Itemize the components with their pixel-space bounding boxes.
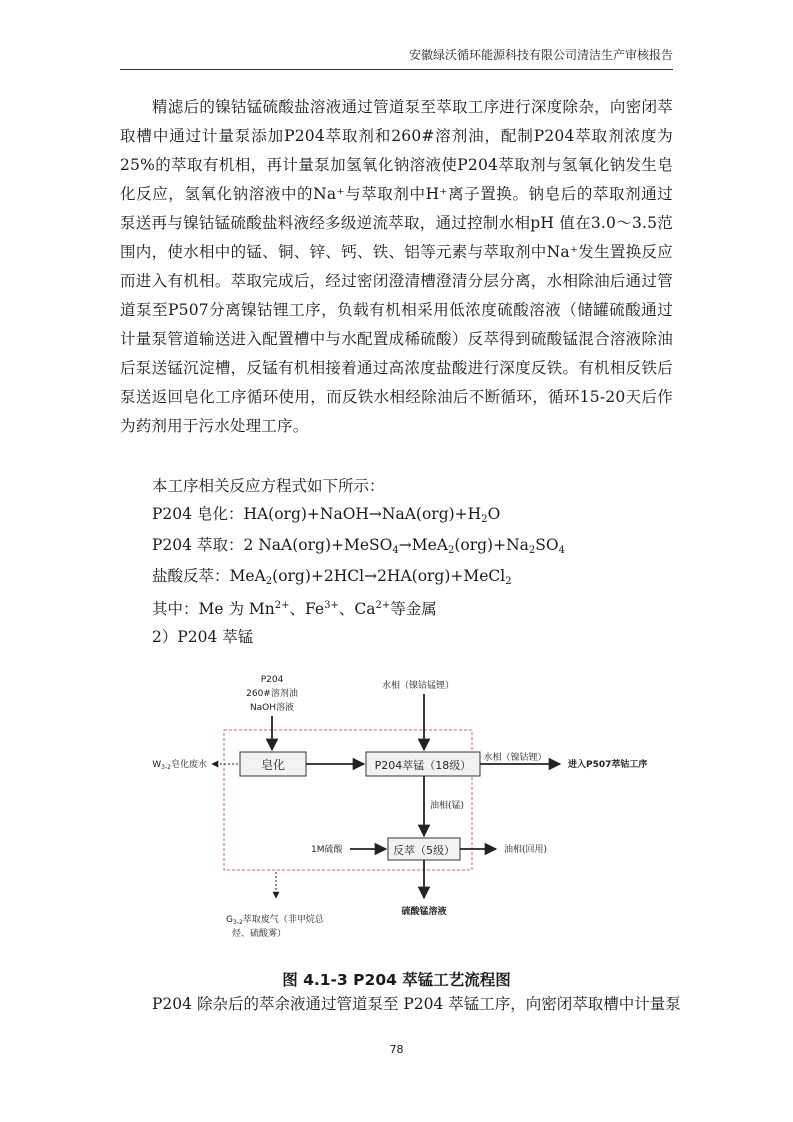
page-number: 78 [389, 1043, 404, 1056]
strip-label: 反萃（5级） [393, 844, 455, 857]
equation-extraction: P204 萃取：2 $NaA(org)+MeSO_4\to MeA_2(org)+Na_2SO_4$ [152, 536, 565, 556]
equation-label: P204 皂化： [152, 505, 244, 523]
figure-caption: 图 4.1-3 P204 萃锰工艺流程图 [282, 971, 511, 989]
water-out-label: 水相（镍钴锂） [483, 753, 547, 763]
input-label: 260#溶剂油 [246, 689, 298, 699]
subheading: 2）P204 萃锰 [152, 628, 254, 646]
waste-water-label: $W_{3-2}$皂化废水 [152, 760, 207, 771]
equation-label: 盐酸反萃： [152, 567, 230, 585]
oil-phase-label: 油相(锰) [430, 801, 465, 811]
body-paragraph-1: 精滤后的镍钴锰硫酸盐溶液通过管道泵至萃取工序进行深度除杂，向密闭萃取槽中通过计量泵添加P204萃取剂和260#溶剂油，配制P204萃取剂浓度为25%的萃取有机相，再计量泵加氢氧化钠溶液使P204萃取剂与氢氧化钠发生皂化反应，氢氧化钠溶液中的Na⁺与萃取剂中H⁺离子置换。钠皂后的萃取剂通过泵送再与镍钴锰硫酸盐料液经多级逆流萃取，通过控制水相pH 值在3.0～3.5范围内，使水相中的锰、铜、锌、钙、铁、铝等元素与萃取剂中Na⁺发生置换反应而进入有机相。萃取完成后，经过密闭澄清槽澄清分层分离，水相除油后通过管道泵至P507分离镍钴锂工序，负载有机相采用低浓度硫酸溶液（储罐硫酸通过计量泵管道输送进入配置槽中与水配置成稀硫酸）反萃得到硫酸锰混合溶液除油后泵送锰沉淀槽，反锰有机相接着通过高浓度盐酸进行深度反铁。有机相反铁后泵送返回皂化工序循环使用，而反铁水相经除油后不断循环，循环15-20天后作为药剂用于污水处理工序。 [120, 98, 673, 435]
page-header: 安徽绿沃循环能源科技有限公司清洁生产审核报告 [408, 48, 673, 62]
equation-saponification: P204 皂化：$HA(org)+NaOH\to NaA(org)+H_2O$ [152, 505, 501, 525]
equation-label: P204 萃取： [152, 536, 244, 554]
saponify-label: 皂化 [260, 758, 286, 772]
extract-label: P204萃锰（18级） [374, 759, 472, 772]
equation-stripping: 盐酸反萃：MeA$_2$(org)+2HCl→2HA(org)+MeCl$_2$ [152, 567, 512, 587]
oil-recycle-label: 油相(回用) [504, 845, 548, 855]
input-label: NaOH溶液 [249, 703, 295, 713]
water-in-label: 水相（镍钴锰锂） [381, 681, 455, 691]
product-label: 硫酸锰溶液 [401, 907, 447, 917]
body-paragraph-2: P204 除杂后的萃余液通过管道泵至 P204 萃锰工序，向密闭萃取槽中计量泵 [152, 995, 681, 1013]
acid-in-label: 1M硫酸 [311, 845, 343, 855]
equation-note: 其中：Me 为 $Mn^{2+}$、$Fe^{3+}$、$Ca^{2+}$等金属 [152, 600, 437, 618]
exhaust-gas-label: 烃、硫酸雾） [232, 929, 287, 939]
equations-intro: 本工序相关反应方程式如下所示： [152, 477, 385, 495]
exhaust-gas-label: $G_{3-2}$萃取废气（非甲烷总 [226, 915, 324, 926]
input-label: P204 [260, 675, 284, 685]
next-step-label: 进入P507萃钴工序 [568, 760, 648, 770]
